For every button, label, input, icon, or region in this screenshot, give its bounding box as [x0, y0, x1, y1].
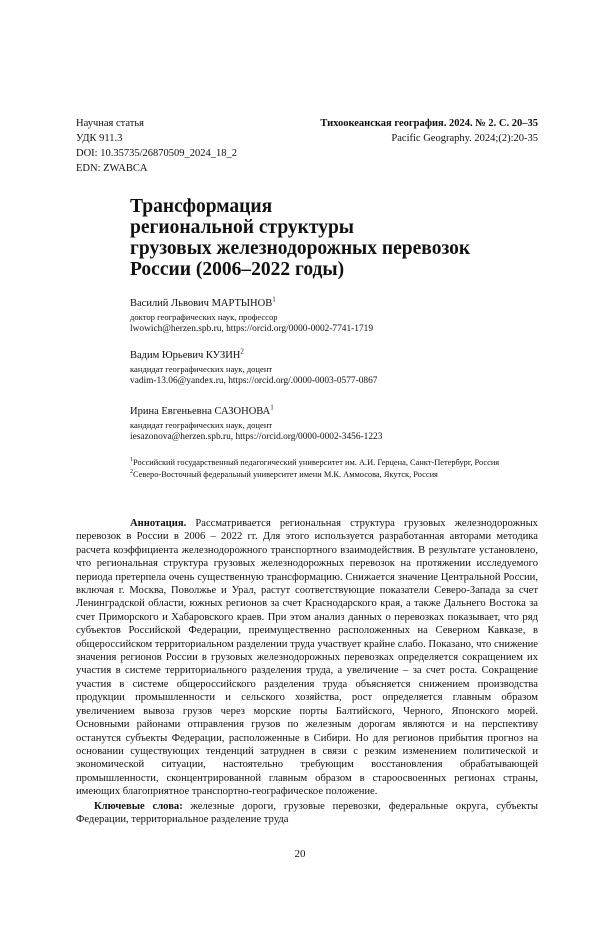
author-block	[130, 405, 530, 444]
affiliation-mark: 1	[130, 457, 133, 464]
affiliation-mark: 2	[130, 469, 133, 476]
affiliation-text: Северо-Восточный федеральный университет имени М.К. Аммосова, Якутск, Россия	[133, 470, 438, 479]
author-name	[130, 349, 530, 363]
affiliation-mark: 1	[272, 295, 276, 304]
article-type: Научная статья	[76, 118, 144, 129]
author-degree: кандидат географических наук, доцент	[130, 364, 273, 374]
author-degree: кандидат географических наук, доцент	[130, 420, 273, 430]
author-degree: доктор географических наук, профессор	[130, 312, 278, 322]
affiliation-mark: 1	[270, 403, 274, 412]
article-title	[130, 196, 510, 280]
author-name-text: Вадим Юрьевич КУЗИН	[130, 350, 241, 361]
author-block	[130, 349, 530, 388]
abstract-label: Аннотация.	[130, 518, 187, 529]
keywords-text: железные дороги, грузовые перевозки, федеральные округа, субъекты Федерации, территориальное разделение труда	[76, 801, 538, 826]
author-name	[130, 405, 530, 419]
author-block	[130, 297, 530, 336]
abstract-text: Рассматривается региональная структура грузовых железнодорожных перевозок в России в 2006 – 2022 гг. Для этого используется разработанная авторами методика расчета коэффициента железнодорожного транспортного взаимодействия. В результате установлено, что региональная структура грузовых железнодорожных перевозок на протяжении исследуемого периода претерпела очень существенную трансформацию. Снижается значение Центральной России, включая г. Москва, Поволжье и Урал, растут соответствующие показатели Северо-Запада за счет Ленинградской области, южных регионов за счет Краснодарского края, а также Дальнего Востока за счет Приморского и Хабаровского краев. При этом анализ данных о перевозках показывает, что ряд субъектов Российской Федерации, преимущественно расположенных на Северном Кавказе, в общероссийском территориальном разделении труда участвует крайне слабо. Показано, что снижение значения регионов России в грузовых железнодорожных перевозках определяется сокращением их участия в системе территориального разделения труда, а увеличение – за счет роста. Сокращение участия в системе общероссийского разделения труда объясняется снижением производства продукции промышленности и сельского хозяйства, рост определяется главным образом увеличением вывоза грузов через морские порты Балтийского, Черного, Японского морей. Основными районами отправления грузов по железным дорогам являются и на перспективу останутся субъекты Федерации, расположенные в Сибири. Но для регионов прибытия прогноз на основании существующих тенденций затруднен в связи с резким изменением политической и экономической ситуации, настоятельно требующим восстановления обрабатывающей промышленности, сконцентрированной главным образом в староосвоенных регионах страны, имеющих благоприятное транспортно-географическое положение.	[76, 518, 538, 798]
udc-code: УДК 911.3	[76, 133, 123, 144]
journal-citation-en: Pacific Geography. 2024;(2):20-35	[391, 133, 538, 144]
author-contacts: vadim-13.06@yandex.ru, https://orcid.org/.0000-0003-0577-0867	[130, 376, 378, 386]
affiliation-item	[130, 469, 540, 481]
title-line: грузовых железнодорожных перевозок	[130, 238, 471, 259]
doi: DOI: 10.35735/26870509_2024_18_2	[76, 148, 237, 159]
article-metadata	[76, 116, 237, 176]
author-name-text: Василий Львович МАРТЫНОВ	[130, 298, 273, 309]
journal-citation	[320, 116, 538, 146]
keywords	[76, 800, 538, 827]
title-line: региональной структуры	[130, 217, 355, 238]
affiliation-mark: 2	[240, 347, 244, 356]
page-number: 20	[294, 848, 306, 860]
title-line: Трансформация	[130, 196, 273, 217]
affiliation-item	[130, 457, 540, 469]
author-contacts: lwowich@herzen.spb.ru, https://orcid.org/0000-0002-7741-1719	[130, 324, 374, 334]
affiliation-text: Российский государственный педагогический университет им. А.И. Герцена, Санкт-Петербург, Россия	[133, 458, 500, 467]
author-name-text: Ирина Евгеньевна САЗОНОВА	[130, 406, 271, 417]
author-name	[130, 297, 530, 311]
edn: EDN: ZWABCA	[76, 163, 148, 174]
journal-citation-ru: Тихоокеанская география. 2024. № 2. С. 20–35	[320, 118, 538, 129]
title-line: России (2006–2022 годы)	[130, 259, 345, 280]
author-contacts: iesazonova@herzen.spb.ru, https://orcid.org/0000-0002-3456-1223	[130, 432, 383, 442]
abstract	[76, 517, 538, 799]
keywords-label: Ключевые слова:	[94, 801, 183, 812]
affiliations	[130, 457, 540, 481]
